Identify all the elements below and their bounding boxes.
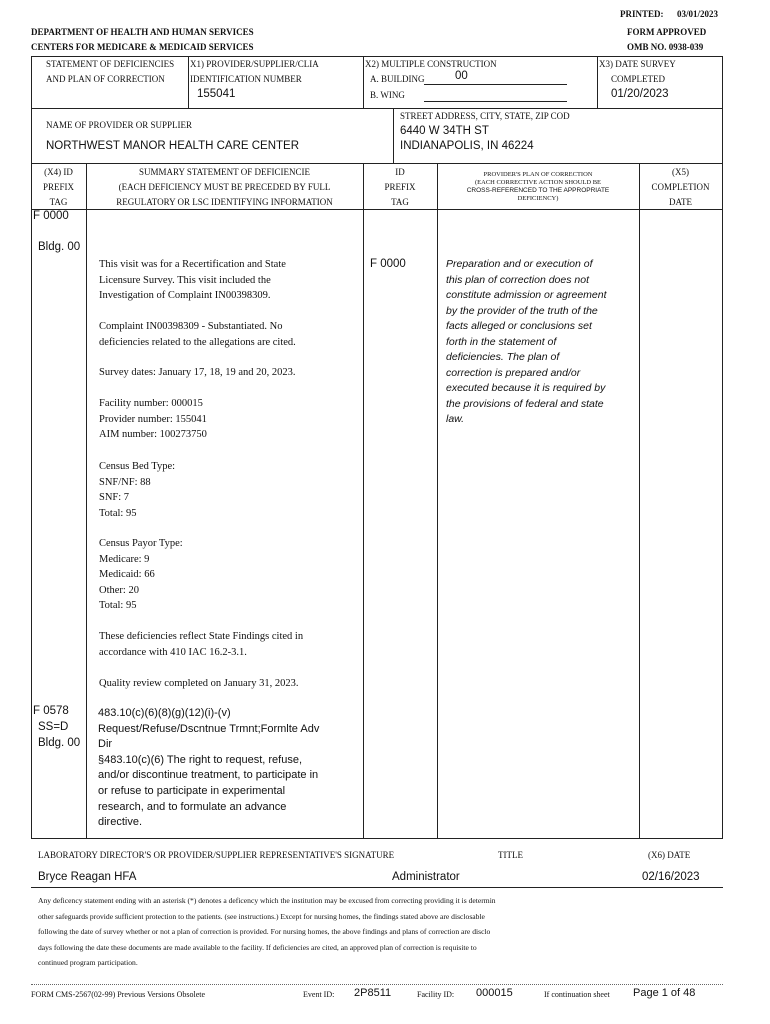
signatory-title: Administrator — [392, 871, 460, 883]
department-heading: DEPARTMENT OF HEALTH AND HUMAN SERVICES — [31, 27, 254, 37]
x5-header-3: DATE — [669, 197, 692, 207]
signature-label: LABORATORY DIRECTOR'S OR PROVIDER/SUPPLIER REPRESENTATIVE'S SIGNATURE — [38, 850, 395, 860]
x1-label-2: IDENTIFICATION NUMBER — [190, 74, 302, 84]
printed-date: 03/01/2023 — [677, 9, 719, 19]
id-tag-f0000: F 0000 — [370, 258, 406, 270]
tag-ss-d: SS=D — [38, 721, 69, 733]
page-number: Page 1 of 48 — [633, 987, 696, 999]
event-id-label: Event ID: — [303, 990, 335, 999]
summary-paragraph-7: These deficiencies reflect State Findings cited in accordance with 410 IAC 16.2-3.1. — [99, 631, 304, 658]
statement-label-1: STATEMENT OF DEFICIENCIES — [46, 59, 175, 69]
x4-header-1: (X4) ID — [44, 167, 73, 177]
x2-label: X2) MULTIPLE CONSTRUCTION — [365, 59, 497, 69]
form-number: FORM CMS-2567(02-99) Previous Versions Obsolete — [31, 990, 206, 999]
x1-label-1: X1) PROVIDER/SUPPLIER/CLIA — [190, 59, 319, 69]
address-line-1: 6440 W 34TH ST — [400, 125, 489, 137]
building-label: A. BUILDING — [370, 74, 425, 84]
x5-header-1: (X5) — [672, 167, 689, 177]
provider-name-label: NAME OF PROVIDER OR SUPPLIER — [46, 120, 193, 130]
building-underline — [424, 84, 567, 85]
plan-header-2: (EACH CORRECTIVE ACTION SHOULD BE — [474, 179, 602, 186]
signature-date: 02/16/2023 — [642, 871, 700, 883]
facility-id-value: 000015 — [476, 987, 513, 999]
id-header-3: TAG — [391, 197, 409, 207]
x4-header-3: TAG — [49, 197, 68, 207]
id-header-2: PREFIX — [384, 182, 416, 192]
summary-paragraph-8: Quality review completed on January 31, 2023. — [99, 678, 299, 689]
statement-label-2: AND PLAN OF CORRECTION — [46, 74, 165, 84]
x4-header-2: PREFIX — [42, 182, 74, 192]
plan-header-3: CROSS-REFERENCED TO THE APPROPRIATE — [466, 187, 610, 194]
x5-header-2: COMPLETION — [651, 182, 710, 192]
summary-paragraph-4: Facility number: 000015 Provider number: 155041 AIM number: 100273750 — [99, 398, 207, 440]
centers-heading: CENTERS FOR MEDICARE & MEDICAID SERVICES — [31, 42, 254, 52]
f0578-regulation-text: 483.10(c)(6)(8)(g)(12)(i)-(v) Request/Refuse/Dscntnue Trmnt;Formlte Adv Dir §483.10(c)(6) The right to request, refuse, and/or discontinue treatment, to participate in or refuse to participate in experimental research, and to formulate an advance directive. — [98, 707, 320, 829]
summary-paragraph-3: Survey dates: January 17, 18, 19 and 20, 2023. — [99, 367, 296, 378]
printed-label: PRINTED: — [620, 9, 664, 19]
wing-underline — [424, 101, 567, 102]
tag-f0578: F 0578 — [33, 705, 69, 717]
address-line-2: INDIANAPOLIS, IN 46224 — [400, 140, 534, 152]
summary-header-2: (EACH DEFICIENCY MUST BE PRECEDED BY FULL — [118, 182, 331, 192]
event-id-value: 2P8511 — [354, 987, 392, 999]
plan-of-correction-text: Preparation and or execution of this plan of correction does not constitute admission or agreement by the provider of the truth of the facts alleged or conclusions set forth in the statement of deficiencies. The plan of correction is prepared and/or executed because it is required by the provisions of federal and state law. — [446, 258, 607, 425]
signature-rule — [31, 887, 723, 888]
tag-bldg-2: Bldg. 00 — [38, 737, 81, 749]
provider-name-value: NORTHWEST MANOR HEALTH CARE CENTER — [46, 140, 300, 152]
provider-id-value: 155041 — [197, 88, 236, 100]
disclaimer-text: Any deficency statement ending with an asterisk (*) denotes a deficency which the institution may be excused from correcting providing it is determin other safeguards provide sufficient protection to the patients. (see instructions.) Except for nursing homes, the findings stated above are disclosable following the date of survey whether or not a plan of correction is provided. For nursing homes, the above findings and plans of correction are disclo days following the date these documents are made available to the facility. If deficiencies are cited, an approved plan of correction is requisite to continued program participation. — [38, 896, 496, 968]
id-header-1: ID — [395, 167, 405, 177]
x6-date-label: (X6) DATE — [648, 850, 691, 860]
facility-id-label: Facility ID: — [417, 990, 455, 999]
x3-label-2: COMPLETED — [611, 74, 665, 84]
summary-paragraph-5: Census Bed Type: SNF/NF: 88 SNF: 7 Total: 95 — [99, 461, 176, 519]
summary-paragraph-6: Census Payor Type: Medicare: 9 Medicaid: 66 Other: 20 Total: 95 — [99, 538, 183, 611]
wing-label: B. WING — [370, 90, 405, 100]
omb-number: OMB NO. 0938-039 — [627, 42, 704, 52]
summary-paragraph-1: This visit was for a Recertification and State Licensure Survey. This visit included the Investigation of Complaint IN00398309. — [99, 259, 286, 301]
plan-header-4: DEFICIENCY) — [517, 195, 559, 202]
title-label: TITLE — [498, 850, 523, 860]
address-label: STREET ADDRESS, CITY, STATE, ZIP COD — [400, 111, 570, 121]
summary-header-1: SUMMARY STATEMENT OF DEFICIENCIE — [138, 167, 311, 177]
x3-label-1: X3) DATE SURVEY — [599, 59, 676, 69]
survey-date-value: 01/20/2023 — [611, 88, 669, 100]
continuation-label: If continuation sheet — [544, 990, 610, 999]
tag-f0000: F 0000 — [33, 210, 69, 222]
tag-bldg-1: Bldg. 00 — [38, 241, 81, 253]
summary-paragraph-2: Complaint IN00398309 - Substantiated. No deficiencies related to the allegations are cited. — [99, 321, 296, 348]
provider-divider — [393, 108, 394, 163]
footer-dotted-rule — [31, 984, 723, 985]
signatory-name: Bryce Reagan HFA — [38, 871, 137, 883]
summary-header-3: REGULATORY OR LSC IDENTIFYING INFORMATION — [116, 197, 333, 207]
building-value: 00 — [455, 70, 468, 82]
form-approved: FORM APPROVED — [627, 27, 707, 37]
plan-header-1: PROVIDER'S PLAN OF CORRECTION — [483, 171, 593, 178]
